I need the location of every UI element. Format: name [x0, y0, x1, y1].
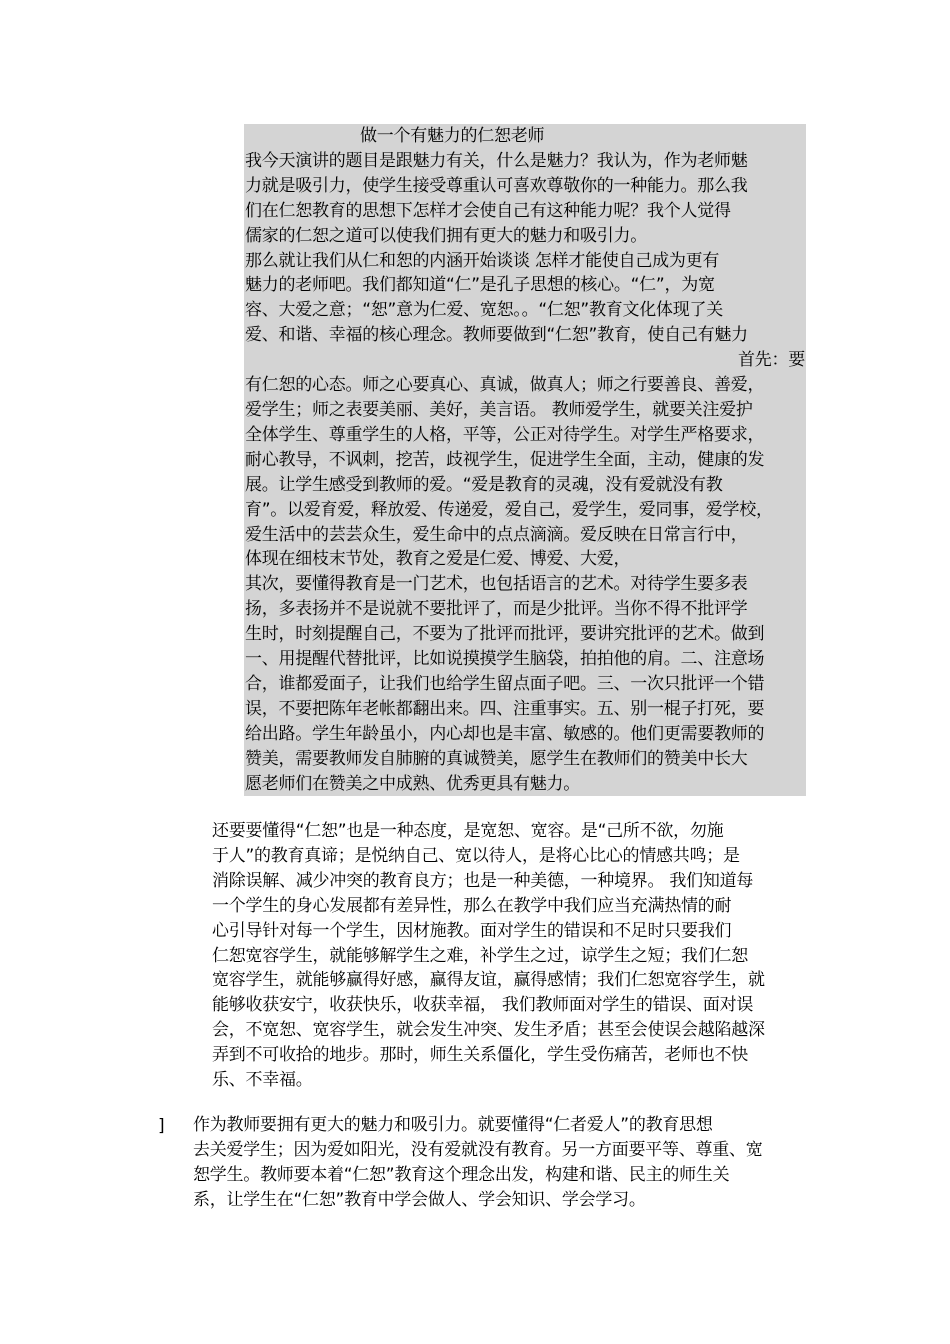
paragraph-line: 育”。以爱育爱，释放爱、传递爱，爱自己，爱学生，爱同事，爱学校， — [245, 499, 773, 520]
paragraph-line: 于人”的教育真谛；是悦纳自己、宽以待人，是将心比心的情感共鸣；是 — [212, 845, 740, 866]
paragraph-line: 一个学生的身心发展都有差异性，那么在教学中我们应当充满热情的耐 — [212, 895, 732, 916]
paragraph-line: 能够收获安宁，收获快乐，收获幸福， 我们教师面对学生的错误、面对误 — [212, 995, 754, 1016]
paragraph-line: 我今天演讲的题目是跟魅力有关，什么是魅力？我认为，作为老师魅 — [245, 150, 748, 171]
paragraph-line: 扬，多表扬并不是说就不要批评了，而是少批评。当你不得不批评学 — [245, 599, 748, 620]
paragraph-line: 系，让学生在“仁恕”教育中学会做人、学会知识、学会学习。 — [193, 1189, 646, 1210]
paragraph-line: 给出路。学生年龄虽小，内心却也是丰富、敏感的。他们更需要教师的 — [245, 723, 765, 744]
paragraph-line: 宽容学生，就能够赢得好感，赢得友谊，赢得感情；我们仁恕宽容学生，就 — [212, 970, 765, 991]
paragraph-line: 其次，要懂得教育是一门艺术，也包括语言的艺术。对待学生要多表 — [245, 574, 748, 595]
paragraph-line: 生时，时刻提醒自己，不要为了批评而批评，要讲究批评的艺术。做到 — [245, 624, 765, 645]
paragraph-line: 耐心教导，不讽刺，挖苦，歧视学生，促进学生全面，主动，健康的发 — [245, 449, 765, 470]
paragraph-line: 作为教师要拥有更大的魅力和吸引力。就要懂得“仁者爱人”的教育思想 — [193, 1115, 713, 1135]
paragraph-line: 展。让学生感受到教师的爱。“爱是教育的灵魂，没有爱就没有教 — [245, 474, 723, 495]
paragraph-line: 消除误解、减少冲突的教育良方；也是一种美德，一种境界。 我们知道每 — [212, 870, 754, 891]
paragraph-line: 去关爱学生；因为爱如阳光，没有爱就没有教育。另一方面要平等、尊重、宽 — [193, 1139, 763, 1160]
paragraph-line: 魅力的老师吧。我们都知道“仁”是孔子思想的核心。“仁”，为宽 — [245, 275, 715, 296]
section-3 — [193, 1113, 808, 1213]
paragraph-line: 乐、不幸福。 — [212, 1070, 313, 1091]
paragraph-line: 爱生活中的芸芸众生，爱生命中的点点滴滴。爱反映在日常言行中， — [245, 524, 748, 545]
paragraph-line: 首先：要 — [738, 350, 805, 371]
paragraph-line: 还要要懂得“仁恕”也是一种态度，是宽恕、宽容。是“己所不欲，勿施 — [212, 821, 724, 841]
paragraph-line: 们在仁恕教育的思想下怎样才会使自己有这种能力呢？我个人觉得 — [245, 200, 731, 221]
document-title: 做一个有魅力的仁恕老师 — [360, 126, 545, 146]
paragraph-line: 力就是吸引力，使学生接受尊重认可喜欢尊敬你的一种能力。那么我 — [245, 175, 748, 196]
paragraph-line: 一、用提醒代替批评，比如说摸摸学生脑袋，拍拍他的肩。二、注意场 — [245, 649, 765, 670]
paragraph-line: 赞美，需要教师发自肺腑的真诚赞美，愿学生在教师们的赞美中长大 — [245, 748, 748, 769]
paragraph-line: 会，不宽恕、宽容学生，就会发生冲突、发生矛盾；甚至会使误会越陷越深 — [212, 1020, 765, 1041]
paragraph-line: 心引导针对每一个学生，因材施教。面对学生的错误和不足时只要我们 — [212, 920, 732, 941]
section-2 — [212, 819, 810, 1093]
paragraph-line: 爱、和谐、幸福的核心理念。教师要做到“仁恕”教育，使自己有魅力 — [245, 325, 748, 346]
paragraph-line: 爱学生；师之表要美丽、美好，美言语。 教师爱学生，就要关注爱护 — [245, 399, 753, 420]
section-1 — [245, 124, 805, 796]
paragraph-line: 合，谁都爱面子，让我们也给学生留点面子吧。三、一次只批评一个错 — [245, 673, 765, 694]
paragraph-line: 全体学生、尊重学生的人格，平等，公正对待学生。对学生严格要求， — [245, 424, 765, 445]
paragraph-line: 弄到不可收拾的地步。那时，师生关系僵化，学生受伤痛苦，老师也不快 — [212, 1045, 748, 1066]
paragraph-line: 体现在细枝末节处，教育之爱是仁爱、博爱、大爱， — [245, 549, 631, 570]
paragraph-line: 儒家的仁恕之道可以使我们拥有更大的魅力和吸引力。 — [245, 225, 647, 246]
paragraph-line: 仁恕宽容学生，就能够解学生之难，补学生之过，谅学生之短；我们仁恕 — [212, 945, 748, 966]
paragraph-line: 愿老师们在赞美之中成熟、优秀更具有魅力。 — [245, 773, 580, 794]
paragraph-line: 那么就让我们从仁和恕的内涵开始谈谈 怎样才能使自己成为更有 — [245, 250, 720, 271]
paragraph-line: 有仁恕的心态。师之心要真心、真诚，做真人；师之行要善良、善爱， — [245, 375, 765, 396]
paragraph-line: 误，不要把陈年老帐都翻出来。四、注重事实。五、别一棍子打死，要 — [245, 698, 765, 719]
bracket-mark: ] — [158, 1116, 165, 1136]
paragraph-line: 容、大爱之意；“恕”意为仁爱、宽恕。。“仁恕”教育文化体现了关 — [245, 300, 723, 321]
paragraph-line: 恕学生。教师要本着“仁恕”教育这个理念出发，构建和谐、民主的师生关 — [193, 1164, 730, 1185]
